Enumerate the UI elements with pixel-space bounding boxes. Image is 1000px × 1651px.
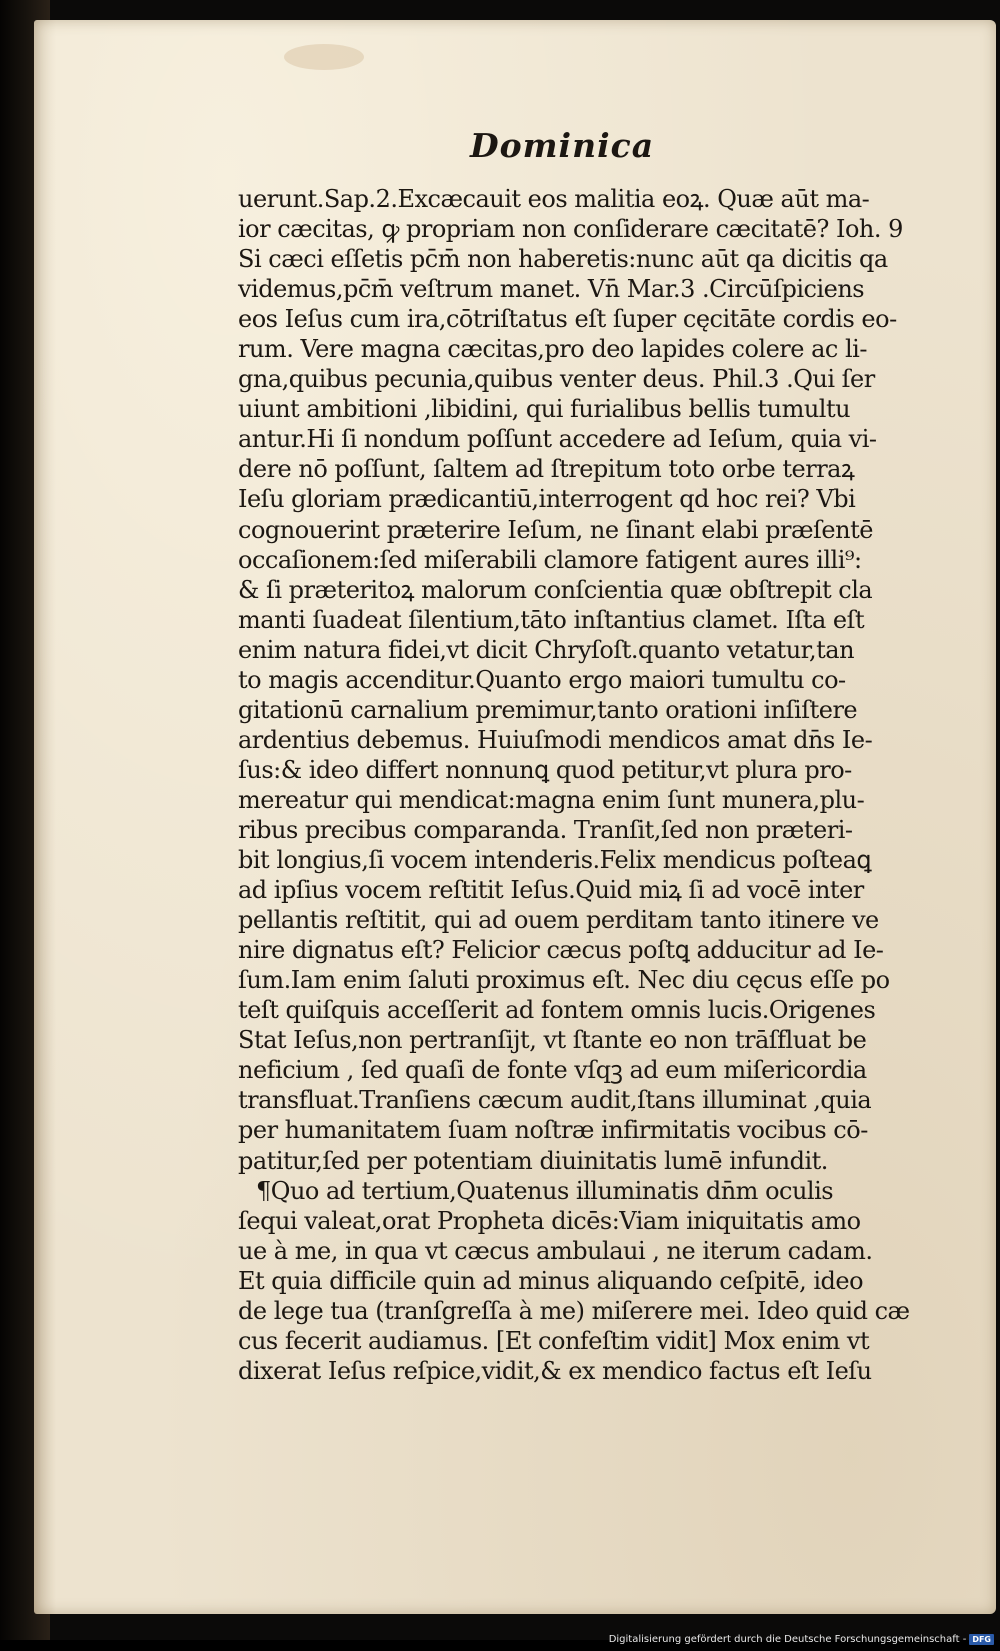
paper-stain	[284, 44, 364, 70]
text-line: Ieſu gloriam prædicantiū,interrogent qd hoc rei? Vbi	[238, 485, 856, 514]
text-line: to magis accenditur.Quanto ergo maiori tumultu co-	[238, 665, 846, 694]
text-line: dere nō poſſunt, ſaltem ad ſtrepitum toto orbe terraꝝ	[238, 455, 855, 484]
text-line: & ſi præteritoꝝ malorum conſcientia quæ obſtrepit cla	[238, 575, 873, 604]
dfg-logo-icon: DFG	[969, 1634, 994, 1645]
text-line: ior cæcitas, ꝙ propriam non conſiderare cæcitatē? Ioh. 9	[238, 215, 903, 244]
page-header: Dominica	[470, 126, 655, 165]
text-line: videmus,pc̄m̄ veſtrum manet. Vn̄ Mar.3 .Circūſpiciens	[238, 275, 865, 304]
text-line: rum. Vere magna cæcitas,pro deo lapides colere ac li-	[238, 335, 867, 364]
text-line: pellantis reſtitit, qui ad ouem perditam tanto itinere ve	[238, 906, 879, 935]
text-line: gna,quibus pecunia,quibus venter deus. Phil.3 .Qui ſer	[238, 365, 875, 394]
text-line: manti ſuadeat ſilentium,tāto inſtantius clamet. Iſta eſt	[238, 605, 865, 634]
text-line: patitur,ſed per potentiam diuinitatis lumē infundit.	[238, 1146, 828, 1175]
text-line: antur.Hi ſi nondum poſſunt accedere ad Ieſum, quia vi-	[238, 425, 877, 454]
text-line: cus fecerit audiamus. [Et confeſtim vidit] Mox enim vt	[238, 1326, 870, 1355]
text-line: neficium , ſed quaſi de fonte vſqꝫ ad eum miſericordia	[238, 1056, 867, 1085]
text-line: gitationū carnalium premimur,tanto orationi inſiſtere	[238, 695, 858, 724]
text-line: occaſionem:ſed miſerabili clamore fatigent aures illi⁹:	[238, 545, 862, 574]
text-line: Stat Ieſus,non pertranſijt, vt ſtante eo non trāſfluat be	[238, 1026, 867, 1055]
text-line: mereatur qui mendicat:magna enim ſunt munera,plu-	[238, 785, 865, 814]
text-line: teſt quiſquis acceſſerit ad fontem omnis lucis.Origenes	[238, 996, 876, 1025]
text-line: enim natura fidei,vt dicit Chryſoſt.quanto vetatur,tan	[238, 635, 855, 664]
credit-text: Digitalisierung gefördert durch die Deutsche Forschungsgemeinschaft -	[608, 1634, 967, 1645]
text-line: ¶Quo ad tertium,Quatenus illuminatis dn̄m oculis	[256, 1176, 834, 1205]
text-line: ribus precibus comparanda. Tranſit,ſed non præteri-	[238, 815, 853, 844]
text-line: ardentius debemus. Huiuſmodi mendicos amat dn̄s Ie-	[238, 725, 873, 754]
text-line: per humanitatem ſuam noſtræ infirmitatis vocibus cō-	[238, 1116, 868, 1145]
body-text	[238, 184, 928, 1386]
text-line: de lege tua (tranſgreſſa à me) miſerere mei. Ideo quid cæ	[238, 1296, 910, 1325]
text-line: nire dignatus eſt? Felicior cæcus poſtꝗ adducitur ad Ie-	[238, 936, 884, 965]
text-line: ſus:& ideo differt nonnunꝗ quod petitur,vt plura pro-	[238, 755, 852, 784]
text-line: Et quia difficile quin ad minus aliquando ceſpitē, ideo	[238, 1266, 864, 1295]
text-line: ue à me, in qua vt cæcus ambulaui , ne iterum cadam.	[238, 1236, 873, 1265]
text-line: cognouerint præterire Ieſum, ne ſinant elabi præſentē	[238, 515, 873, 544]
text-line: Si cæci eſſetis pc̄m̄ non haberetis:nunc aūt qa dicitis qa	[238, 245, 888, 274]
text-line: ſum.Iam enim ſaluti proximus eſt. Nec diu cęcus eſſe po	[238, 966, 890, 995]
text-line: uerunt.Sap.2.Excæcauit eos malitia eoꝝ. Quæ aūt ma-	[238, 185, 870, 213]
text-line: ſequi valeat,orat Propheta dicēs:Viam iniquitatis amo	[238, 1206, 861, 1235]
digitization-credit	[609, 1634, 994, 1645]
text-line: eos Ieſus cum ira,cōtriſtatus eſt ſuper cęcitāte cordis eo-	[238, 305, 897, 334]
text-line: uiunt ambitioni ,libidini, qui furialibus bellis tumultu	[238, 395, 851, 424]
text-line: transfluat.Tranſiens cæcum audit,ſtans illuminat ,quia	[238, 1086, 872, 1115]
text-line: ad ipſius vocem reſtitit Ieſus.Quid miꝝ ſi ad vocē inter	[238, 876, 864, 905]
text-line: bit longius,ſi vocem intenderis.Felix mendicus poſteaꝗ	[238, 846, 872, 875]
text-line: dixerat Ieſus reſpice,vidit,& ex mendico factus eſt Ieſu	[238, 1356, 872, 1385]
